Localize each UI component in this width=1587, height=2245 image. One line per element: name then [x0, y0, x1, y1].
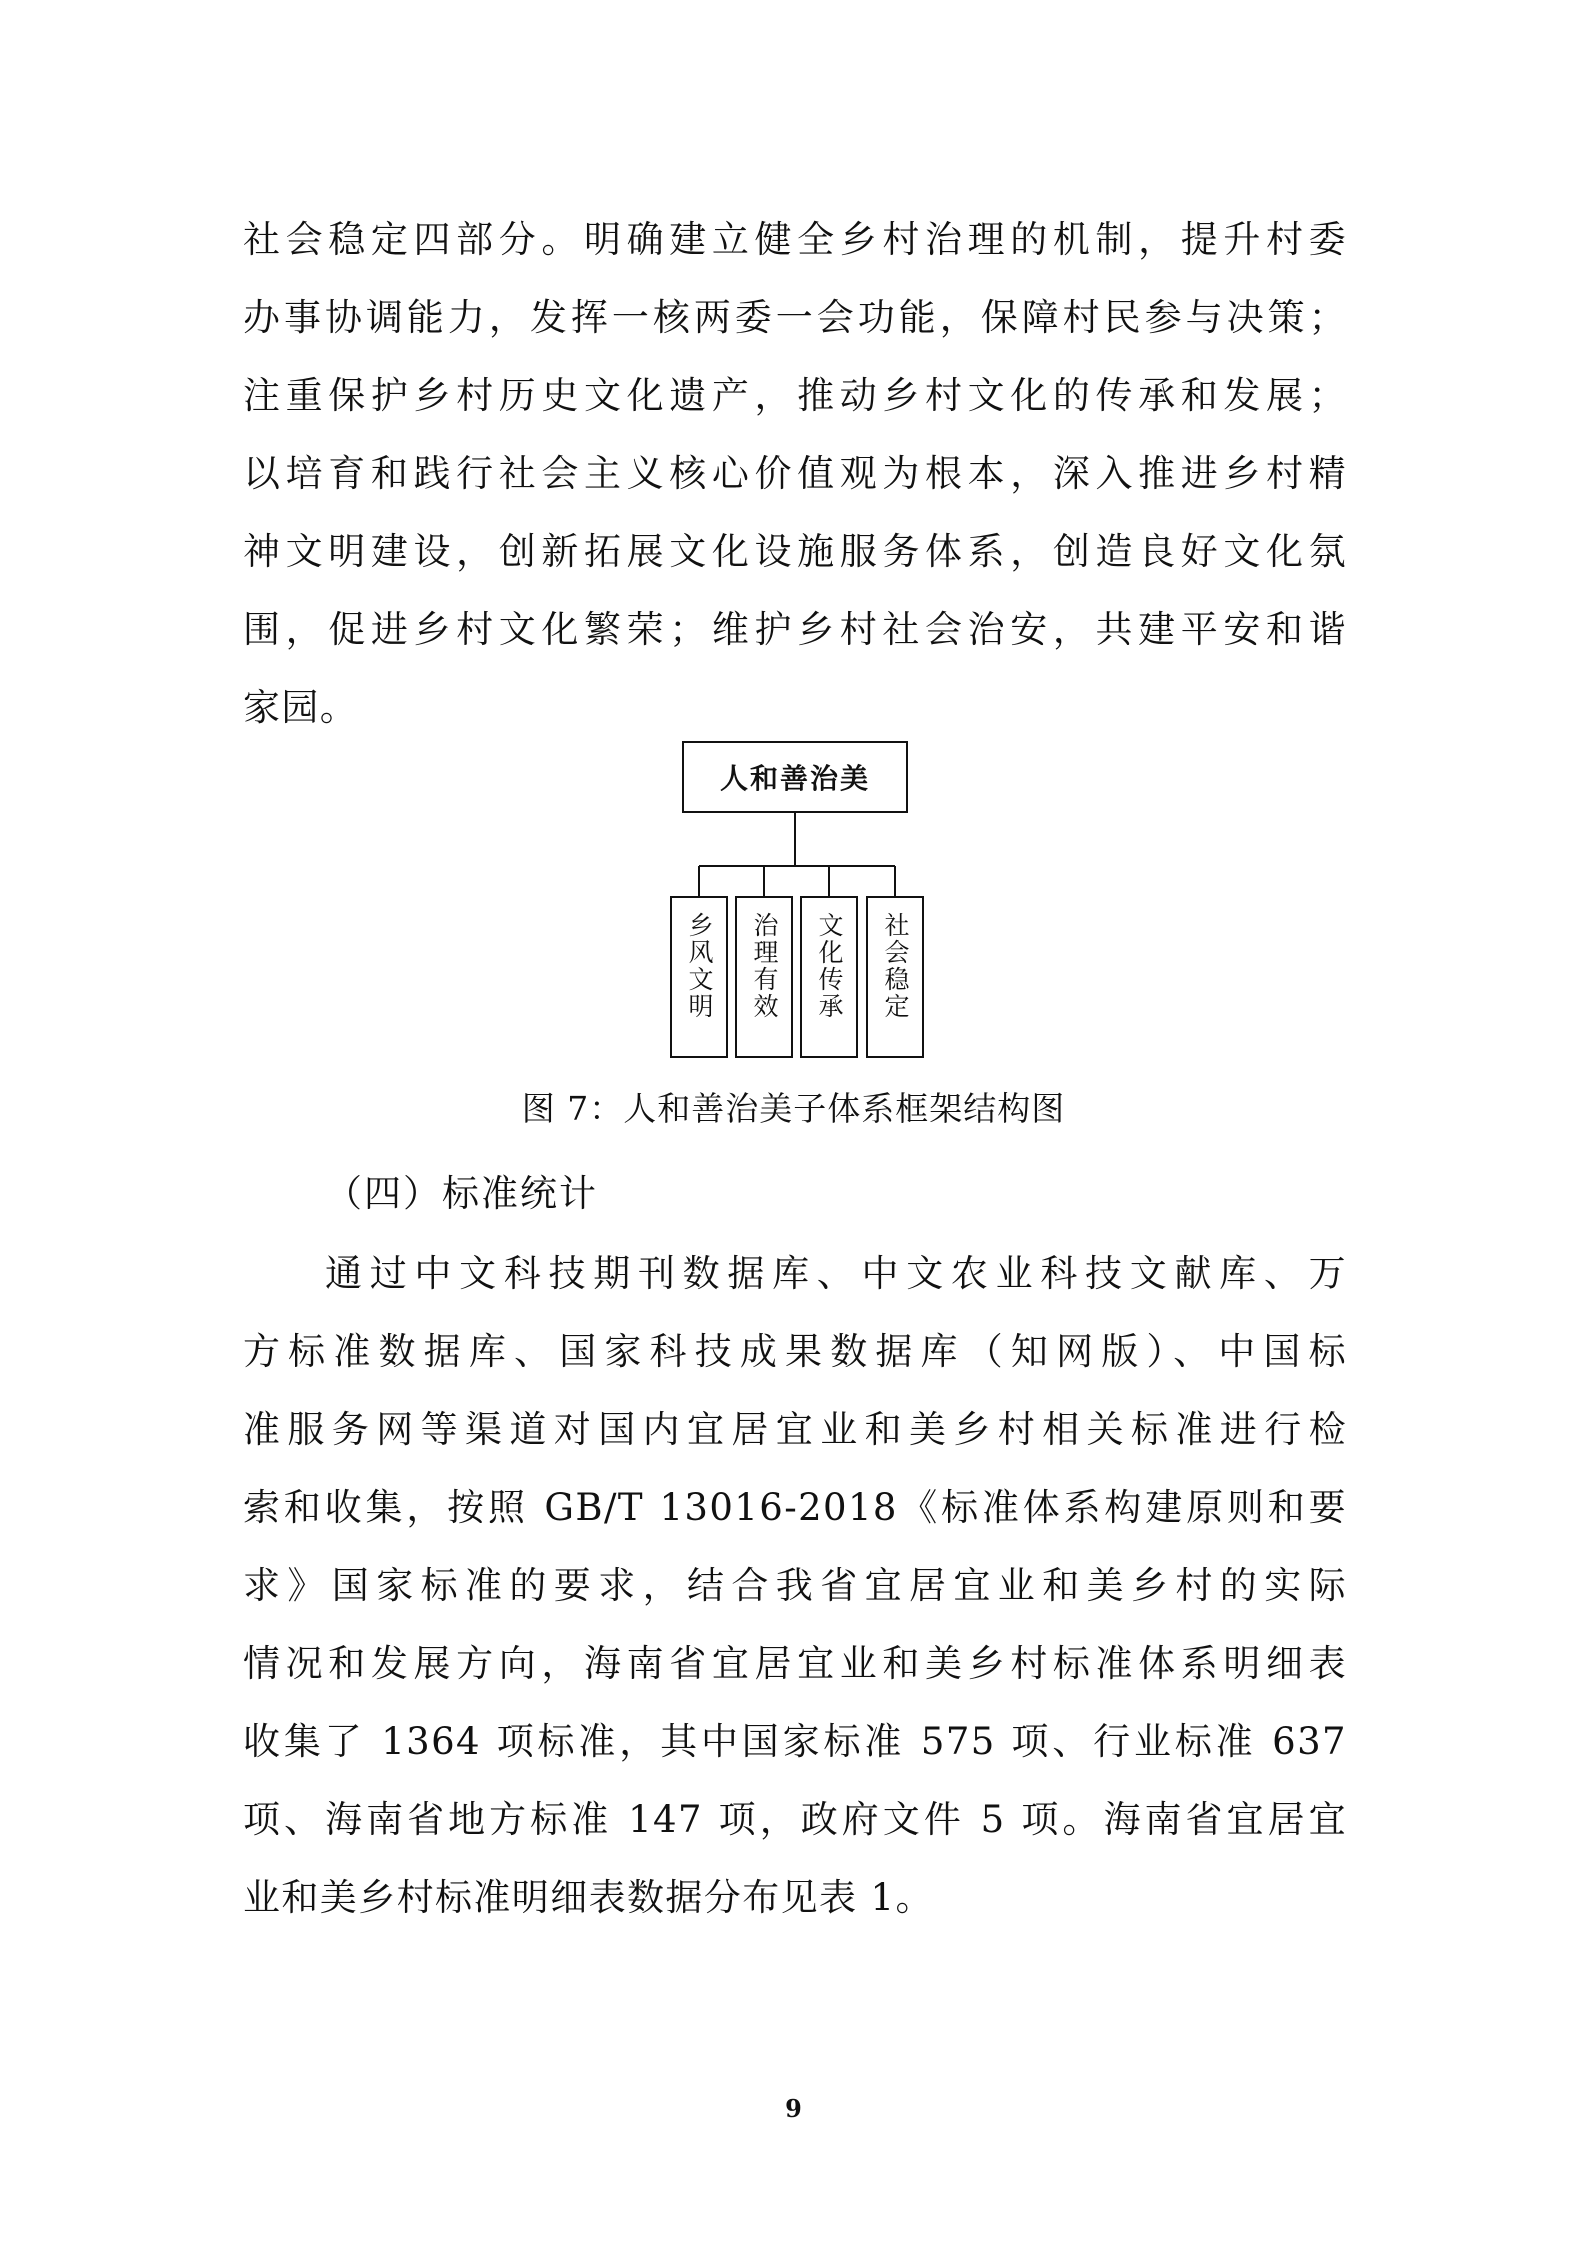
paragraph-2-line: 情况和发展方向，海南省宜居宜业和美乡村标准体系明细表 [243, 1642, 1347, 1685]
diagram-child-node [800, 896, 858, 1058]
paragraph-2-line: 通过中文科技期刊数据库、中文农业科技文献库、万 [325, 1252, 1347, 1295]
paragraph-2-line: 索和收集，按照 GB/T 13016-2018《标准体系构建原则和要 [243, 1486, 1347, 1529]
paragraph-1-line: 办事协调能力，发挥一核两委一会功能，保障村民参与决策； [243, 296, 1347, 339]
page-number: 9 [785, 2094, 802, 2123]
figure-caption: 图 7：人和善治美子体系框架结构图 [521, 1089, 1066, 1128]
paragraph-1-line: 家园。 [243, 686, 359, 729]
paragraph-2-line: 方标准数据库、国家科技成果数据库（知网版）、中国标 [243, 1330, 1347, 1373]
paragraph-2-line: 求》国家标准的要求，结合我省宜居宜业和美乡村的实际 [243, 1564, 1347, 1607]
paragraph-1-line: 社会稳定四部分。明确建立健全乡村治理的机制，提升村委 [243, 218, 1347, 261]
diagram-child-label: 社会稳定 [881, 912, 910, 1020]
diagram-child-label: 治理有效 [750, 912, 779, 1020]
paragraph-2-line: 业和美乡村标准明细表数据分布见表 1。 [243, 1876, 934, 1919]
paragraph-2-line: 项、海南省地方标准 147 项，政府文件 5 项。海南省宜居宜 [243, 1798, 1347, 1841]
diagram-child-label: 文化传承 [815, 912, 844, 1020]
paragraph-2-line: 收集了 1364 项标准，其中国家标准 575 项、行业标准 637 [243, 1720, 1347, 1763]
diagram-child-node [866, 896, 924, 1058]
paragraph-1-line: 注重保护乡村历史文化遗产，推动乡村文化的传承和发展； [243, 374, 1347, 417]
paragraph-1-line: 神文明建设，创新拓展文化设施服务体系，创造良好文化氛 [243, 530, 1347, 573]
paragraph-1-line: 围，促进乡村文化繁荣；维护乡村社会治安，共建平安和谐 [243, 608, 1347, 651]
diagram-root-node: 人和善治美 [682, 741, 908, 813]
paragraph-1-line: 以培育和践行社会主义核心价值观为根本，深入推进乡村精 [243, 452, 1347, 495]
section-heading: （四）标准统计 [325, 1172, 598, 1215]
diagram-child-node [735, 896, 793, 1058]
diagram-child-label: 乡风文明 [685, 912, 714, 1020]
paragraph-2-line: 准服务网等渠道对国内宜居宜业和美乡村相关标准进行检 [243, 1408, 1347, 1451]
diagram-child-node [670, 896, 728, 1058]
